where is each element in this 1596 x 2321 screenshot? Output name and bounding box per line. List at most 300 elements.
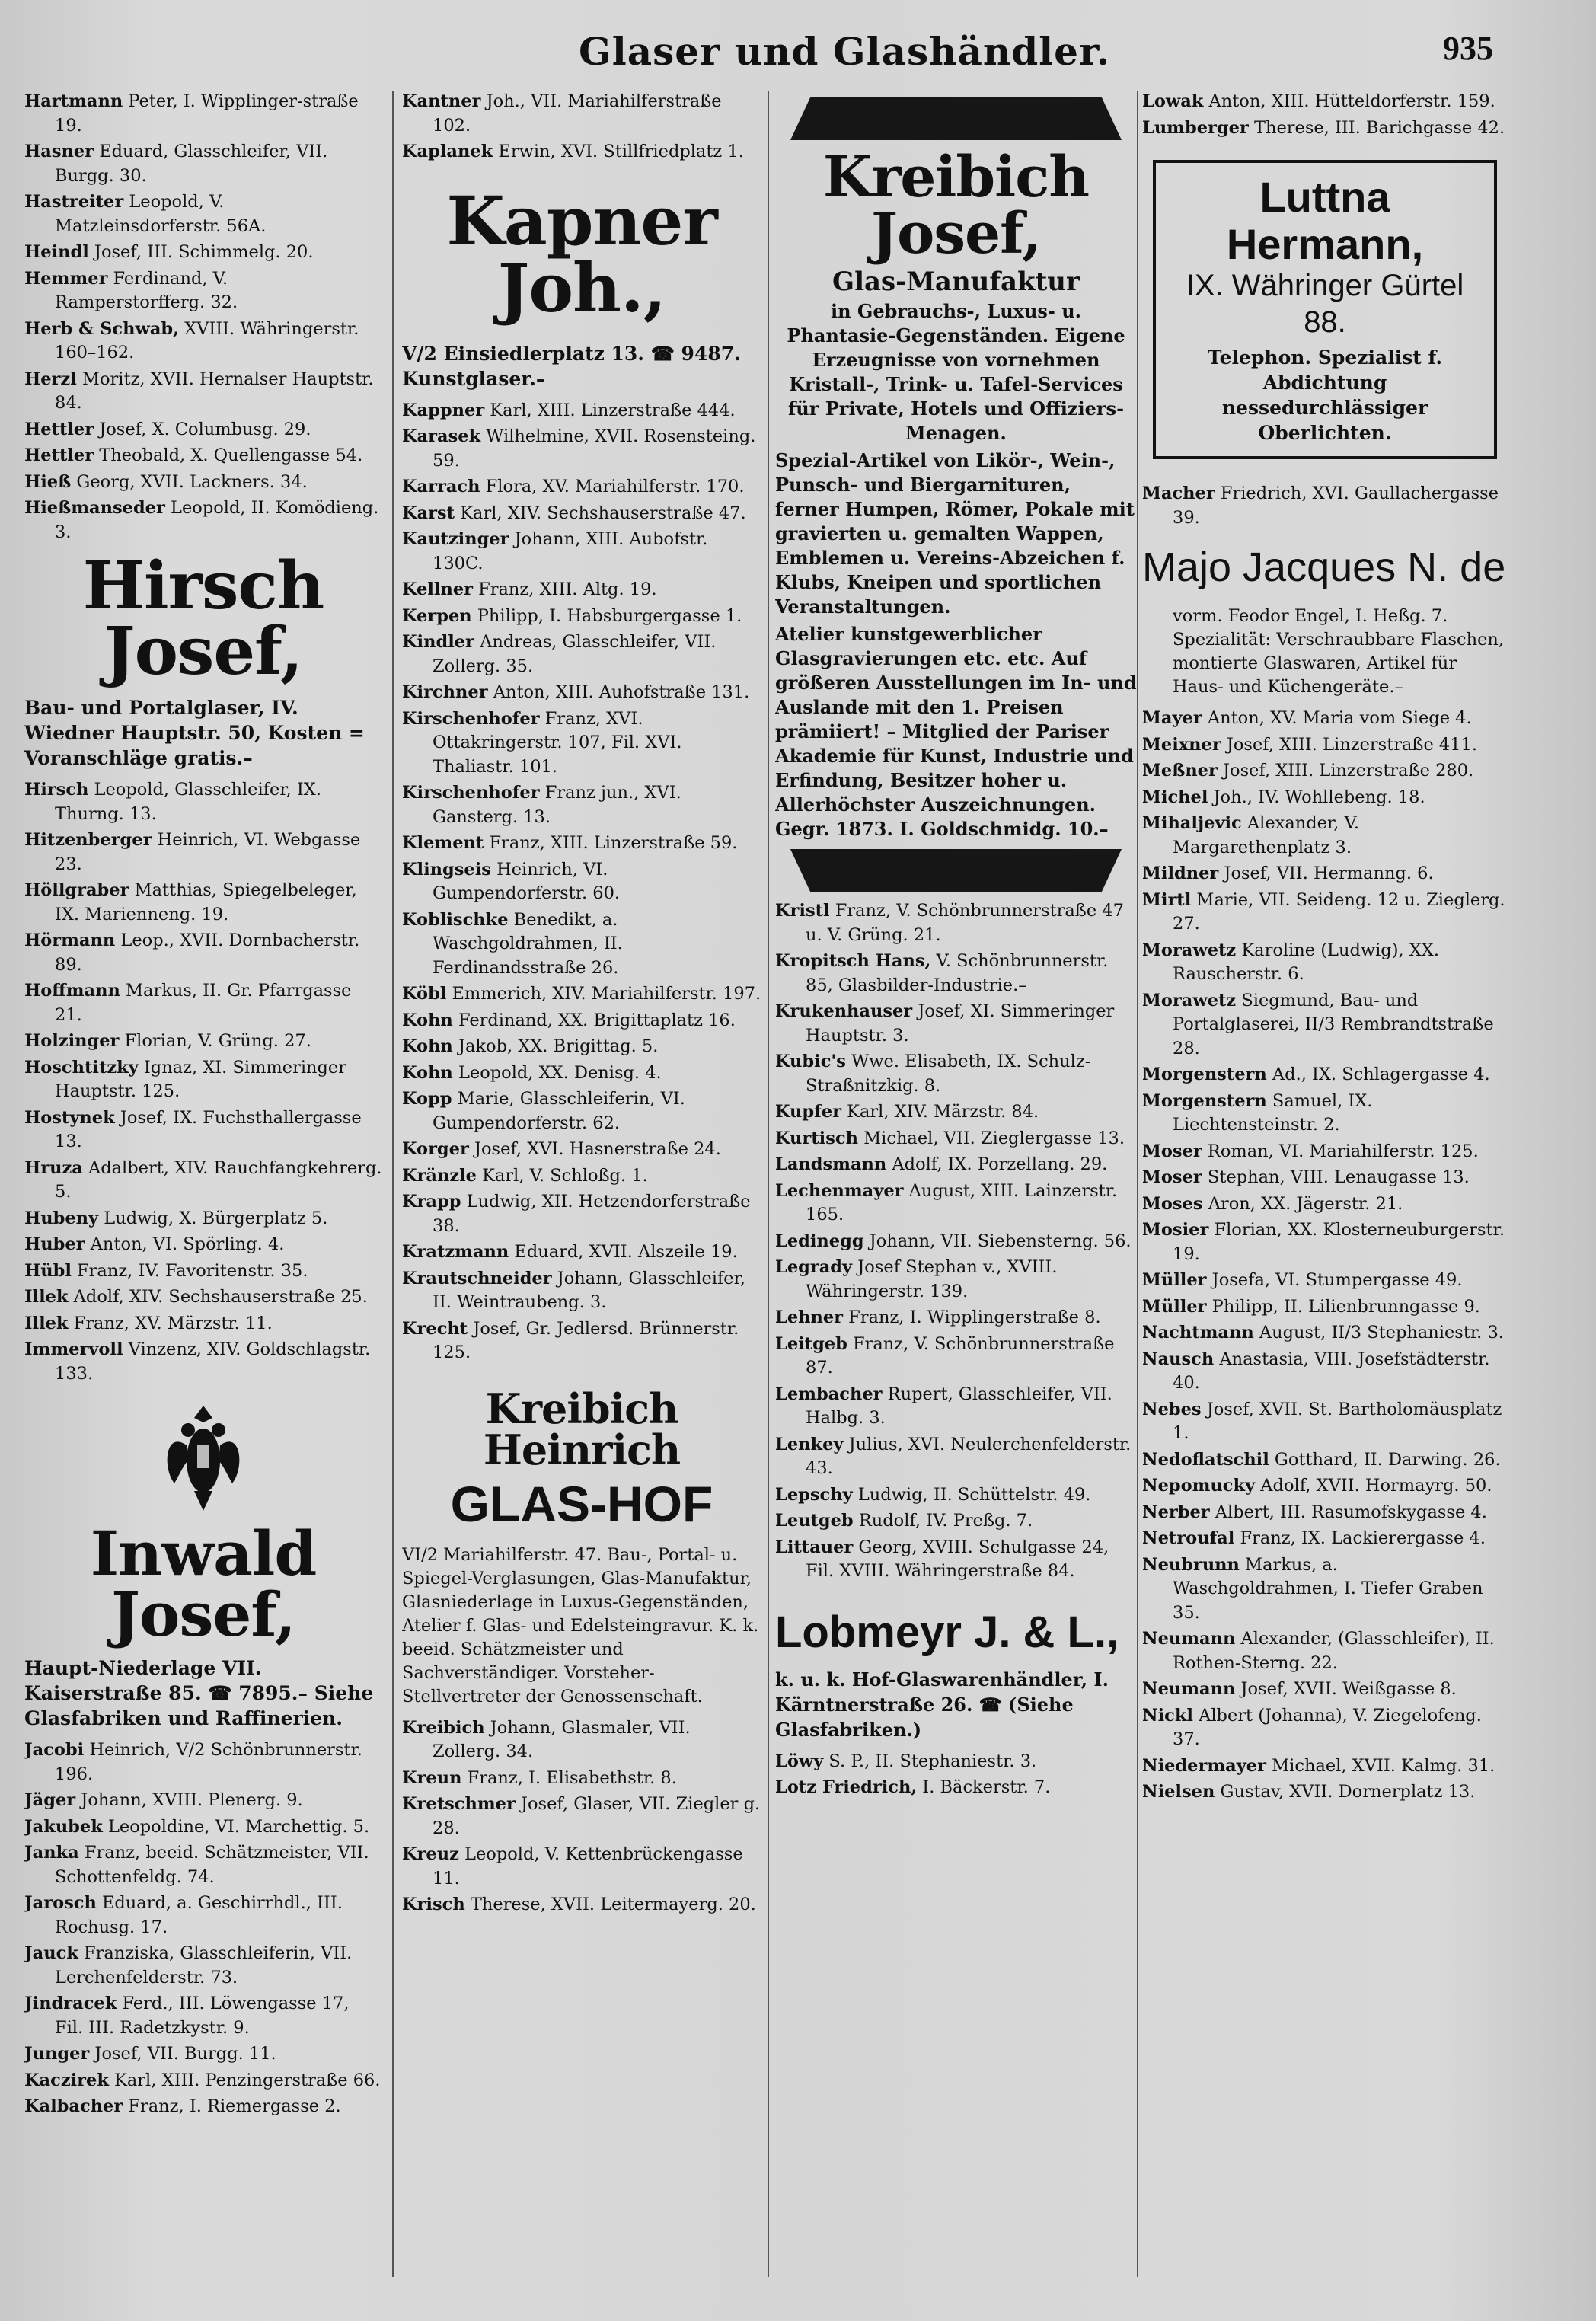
entry-details: Josef Stephan v., XVIII. Währingerstr. 139. bbox=[806, 1257, 1058, 1301]
entry-name: Illek bbox=[24, 1313, 69, 1333]
entry-details: Franz, IV. Favoritenstr. 35. bbox=[71, 1260, 308, 1281]
entry-details: Johann, Glasmaler, VII. Zollerg. 34. bbox=[433, 1717, 691, 1761]
entry-details: Josef, VII. Hermanng. 6. bbox=[1218, 864, 1434, 884]
entry-details: Karl, XIII. Penzingerstraße 66. bbox=[108, 2070, 381, 2090]
entry-details: Franz, V. Schönbrunnerstraße 87. bbox=[806, 1333, 1115, 1378]
entry-details: Franz jun., XVI. Gansterg. 13. bbox=[433, 783, 681, 827]
entry-details: Georg, XVII. Lackners. 34. bbox=[71, 471, 308, 492]
entry-details: Anton, XIII. Hütteldorferstr. 159. bbox=[1203, 91, 1495, 111]
entry-details: Vinzenz, XIV. Goldschlagstr. 133. bbox=[55, 1339, 371, 1384]
directory-entry bbox=[775, 1306, 1137, 1330]
entry-name: Landsmann bbox=[775, 1154, 887, 1174]
entry-details: I. Bäckerstr. 7. bbox=[917, 1777, 1051, 1797]
entry-details: Franz, I. Elisabethstr. 8. bbox=[461, 1767, 677, 1788]
entry-name: Legrady bbox=[775, 1257, 853, 1277]
entry-details: Joh., IV. Wohllebeng. 18. bbox=[1208, 787, 1425, 807]
entry-details: August, XIII. Lainzerstr. 165. bbox=[806, 1180, 1118, 1224]
entry-name: Mirtl bbox=[1142, 889, 1192, 910]
directory-entry bbox=[1142, 786, 1508, 810]
entry-name: Nedoflatschil bbox=[1142, 1449, 1269, 1470]
entry-name: Janka bbox=[24, 1843, 79, 1863]
entry-details: Gotthard, II. Darwing. 26. bbox=[1269, 1449, 1501, 1470]
entry-name: Jauck bbox=[24, 1943, 78, 1963]
directory-entry bbox=[24, 1892, 382, 1939]
entry-name: Kreuz bbox=[402, 1844, 459, 1864]
directory-entry bbox=[402, 578, 761, 602]
ad-name: Majo Jacques N. de bbox=[1142, 544, 1506, 591]
page-header bbox=[0, 29, 1596, 82]
directory-entry bbox=[402, 681, 761, 705]
entry-name: Löwy bbox=[775, 1751, 824, 1771]
entry-name: Lowak bbox=[1142, 91, 1204, 111]
entry-name: Nickl bbox=[1142, 1705, 1193, 1726]
entry-details: Markus, II. Gr. Pfarrgasse 21. bbox=[55, 981, 352, 1025]
entry-details: Karl, XIV. Märzstr. 84. bbox=[841, 1102, 1039, 1122]
directory-entry bbox=[1142, 482, 1508, 530]
entry-name: Hastreiter bbox=[24, 192, 124, 212]
entry-name: Jacobi bbox=[24, 1740, 85, 1760]
entry-name: Holzinger bbox=[24, 1031, 120, 1051]
directory-entry bbox=[24, 267, 382, 315]
entry-name: Nepomucky bbox=[1142, 1476, 1256, 1496]
ad-top-bar bbox=[790, 97, 1122, 140]
entry-details: Marie, Glasschleiferin, VI. Gumpendorferstr. 62. bbox=[433, 1089, 685, 1133]
entry-name: Lotz Friedrich, bbox=[775, 1777, 918, 1797]
directory-entry bbox=[1142, 1192, 1508, 1217]
entry-details: Adolf, XVII. Hormayrg. 50. bbox=[1255, 1476, 1492, 1496]
entry-details: Franz, XV. Märzstr. 11. bbox=[68, 1313, 273, 1333]
directory-entry bbox=[775, 1000, 1137, 1048]
directory-entry bbox=[24, 1285, 382, 1310]
entry-name: Herzl bbox=[24, 369, 77, 389]
directory-entry bbox=[402, 631, 761, 678]
entry-details: Marie, VII. Seideng. 12 u. Zieglerg. 27. bbox=[1173, 889, 1505, 934]
entry-name: Karrach bbox=[402, 477, 480, 496]
directory-entry bbox=[1142, 1348, 1508, 1396]
entry-name: Kantner bbox=[402, 91, 481, 111]
entry-details: Roman, VI. Mariahilferstr. 125. bbox=[1202, 1141, 1479, 1161]
directory-entry bbox=[775, 1180, 1137, 1228]
entry-name: Karasek bbox=[402, 426, 481, 446]
directory-entry bbox=[775, 1153, 1137, 1177]
directory-entry bbox=[1142, 989, 1508, 1062]
ad-subtitle: GLAS-HOF bbox=[450, 1475, 713, 1532]
entry-name: Mildner bbox=[1142, 864, 1219, 884]
entry-name: Kubic's bbox=[775, 1052, 846, 1071]
column-2 bbox=[402, 90, 761, 2283]
entry-name: Lumberger bbox=[1142, 117, 1249, 138]
entry-details: Siegmund, Bau- und Portalglaserei, II/3 Rembrandtstraße 28. bbox=[1173, 990, 1494, 1058]
entry-details: Therese, III. Barichgasse 42. bbox=[1248, 117, 1505, 138]
entry-details: Anton, VI. Spörling. 4. bbox=[85, 1234, 285, 1254]
entry-details: Eduard, XVII. Alszeile 19. bbox=[509, 1242, 738, 1262]
entry-details: Josef, IX. Fuchsthallergasse 13. bbox=[55, 1107, 362, 1151]
directory-entry bbox=[402, 908, 761, 981]
entry-name: Littauer bbox=[775, 1537, 854, 1557]
entry-details: Franz, V. Schönbrunnerstraße 47 u. V. Grüng. 21. bbox=[806, 901, 1124, 945]
directory-entry bbox=[402, 425, 761, 473]
directory-entry bbox=[1142, 1448, 1508, 1473]
entry-details: Leopold, XX. Denisg. 4. bbox=[452, 1062, 662, 1083]
directory-entry bbox=[1142, 1501, 1508, 1525]
directory-entry bbox=[24, 979, 382, 1027]
entry-details: Eduard, a. Geschirrhdl., III. Rochusg. 17. bbox=[55, 1893, 343, 1937]
ad-name: Kreibich Josef, bbox=[822, 145, 1090, 267]
entry-name: Huber bbox=[24, 1234, 85, 1254]
entry-details: Flora, XV. Mariahilferstr. 170. bbox=[480, 477, 745, 496]
directory-entry bbox=[402, 1035, 761, 1059]
entry-name: Hasner bbox=[24, 142, 94, 161]
entry-details: Florian, V. Grüng. 27. bbox=[119, 1031, 311, 1051]
entry-name: Höllgraber bbox=[24, 880, 129, 900]
directory-entry bbox=[24, 496, 382, 544]
ad-text: vorm. Feodor Engel, I. Heßg. 7. Spezialität: Verschraubbare Flaschen, montierte Glaswaren, Artikel für Haus- und Küchengeräte.– bbox=[1173, 606, 1505, 698]
entry-name: Moses bbox=[1142, 1193, 1203, 1214]
entry-details: Therese, XVII. Leitermayerg. 20. bbox=[464, 1895, 756, 1914]
entry-name: Leutgeb bbox=[775, 1511, 854, 1531]
entry-name: Mosier bbox=[1142, 1220, 1209, 1240]
ad-name: Luttna Hermann, bbox=[1226, 173, 1424, 268]
entry-details: Leopold, Glasschleifer, IX. Thurng. 13. bbox=[55, 780, 321, 824]
entry-details: Karl, XIV. Sechshauserstraße 47. bbox=[455, 503, 746, 523]
entry-name: Hießmanseder bbox=[24, 498, 165, 518]
entry-name: Niedermayer bbox=[1142, 1755, 1266, 1776]
entry-details: Josef, Glaser, VII. Ziegler g. 28. bbox=[433, 1794, 761, 1838]
entry-name: Hübl bbox=[24, 1260, 72, 1281]
entry-details: Leopold, II. Komödieng. 3. bbox=[55, 498, 379, 542]
entry-details: Samuel, IX. Liechtensteinstr. 2. bbox=[1173, 1090, 1373, 1135]
directory-entry bbox=[24, 2095, 382, 2119]
entry-details: Josef, XVI. Hasnerstraße 24. bbox=[468, 1139, 721, 1159]
entry-details: Leopold, V. Matzleinsdorferstr. 56A. bbox=[55, 192, 267, 236]
entry-details: Leopoldine, VI. Marchettig. 5. bbox=[102, 1816, 370, 1837]
directory-entry bbox=[1142, 1678, 1508, 1702]
entry-details: Anton, XIII. Auhofstraße 131. bbox=[487, 682, 750, 702]
directory-entry bbox=[402, 1793, 761, 1841]
entry-details: Joh., VII. Mariahilferstraße 102. bbox=[433, 91, 722, 136]
entry-name: Kappner bbox=[402, 400, 485, 420]
entry-name: Kopp bbox=[402, 1089, 452, 1109]
ad-text-2: Spezial-Artikel von Likör-, Wein-, Punsch- und Biergarnituren, ferner Humpen, Römer, Pokale mit gravierten u. gemalten Wappen, Emblemen u. Vereins-Abzeichen f. Klubs, Kneipen und sportlichen Veranstaltungen. bbox=[775, 449, 1135, 618]
entry-name: Hoffmann bbox=[24, 981, 120, 1001]
entry-details: Julius, XVI. Neulerchenfelderstr. 43. bbox=[806, 1434, 1132, 1478]
column-1 bbox=[24, 90, 382, 2283]
entry-name: Hettler bbox=[24, 445, 94, 465]
entry-details: Josef, XIII. Linzerstraße 411. bbox=[1221, 734, 1478, 755]
directory-entry bbox=[1142, 1269, 1508, 1293]
directory-entry bbox=[24, 368, 382, 416]
entry-name: Moser bbox=[1142, 1141, 1202, 1161]
directory-entry bbox=[24, 140, 382, 188]
entry-name: Krukenhauser bbox=[775, 1001, 913, 1021]
directory-entry bbox=[402, 528, 761, 576]
entry-details: Ludwig, XII. Hetzendorferstraße 38. bbox=[433, 1192, 751, 1236]
directory-entry bbox=[775, 1100, 1137, 1125]
entry-name: Kerpen bbox=[402, 605, 472, 626]
entry-details: Philipp, II. Lilienbrunngasse 9. bbox=[1206, 1296, 1480, 1317]
entry-details: Josef, XIII. Linzerstraße 280. bbox=[1217, 761, 1474, 781]
entry-name: Nausch bbox=[1142, 1349, 1215, 1369]
entry-name: Hoschtitzky bbox=[24, 1057, 139, 1077]
entry-name: Kupfer bbox=[775, 1102, 842, 1122]
entry-name: Morawetz bbox=[1142, 940, 1237, 960]
ad-kreibich-heinrich bbox=[402, 1384, 761, 1709]
entry-name: Kreun bbox=[402, 1767, 462, 1788]
ad-address: IX. Währinger Gürtel 88. bbox=[1186, 269, 1464, 340]
ad-majo-jacques bbox=[1142, 544, 1508, 699]
ad-kreibich-josef bbox=[775, 145, 1137, 841]
entry-name: Hubeny bbox=[24, 1208, 99, 1228]
entry-details: Georg, XVIII. Schulgasse 24, Fil. XVIII. Währingerstraße 84. bbox=[806, 1537, 1109, 1581]
entry-details: Franz, I. Wipplingerstraße 8. bbox=[843, 1307, 1101, 1327]
entry-details: Karoline (Ludwig), XX. Rauscherstr. 6. bbox=[1173, 940, 1439, 985]
directory-entry bbox=[402, 832, 761, 856]
directory-entry bbox=[24, 1157, 382, 1205]
entry-name: Netroufal bbox=[1142, 1528, 1235, 1549]
entry-name: Kurtisch bbox=[775, 1128, 858, 1148]
directory-entry bbox=[402, 605, 761, 629]
entry-details: Heinrich, V/2 Schönbrunnerstr. 196. bbox=[55, 1740, 362, 1784]
directory-entry bbox=[402, 1009, 761, 1033]
entry-details: Josefa, VI. Stumpergasse 49. bbox=[1206, 1270, 1463, 1291]
column-rule bbox=[768, 91, 769, 2277]
directory-entry bbox=[1142, 1321, 1508, 1346]
entry-name: Krecht bbox=[402, 1318, 468, 1339]
entry-name: Hemmer bbox=[24, 268, 108, 289]
entry-name: Michel bbox=[1142, 787, 1208, 807]
directory-entry bbox=[1142, 759, 1508, 784]
entry-name: Herb & Schwab, bbox=[24, 318, 179, 339]
entry-details: Franziska, Glasschleiferin, VII. Lerchenfelderstr. 73. bbox=[55, 1943, 353, 1987]
directory-entry bbox=[402, 1716, 761, 1764]
entry-details: Anastasia, VIII. Josefstädterstr. 40. bbox=[1173, 1349, 1490, 1394]
entry-name: Morawetz bbox=[1142, 990, 1237, 1010]
entry-name: Krapp bbox=[402, 1192, 461, 1212]
ad-text: k. u. k. Hof-Glaswarenhändler, I. Kärntnerstraße 26. ☎ (Siehe Glasfabriken.) bbox=[775, 1668, 1109, 1741]
entry-name: Hörmann bbox=[24, 931, 116, 950]
entry-details: Josef, Gr. Jedlersd. Brünnerstr. 125. bbox=[433, 1318, 739, 1362]
directory-entry bbox=[1142, 1474, 1508, 1499]
entry-details: Ludwig, II. Schüttelstr. 49. bbox=[852, 1484, 1091, 1505]
entry-details: Florian, XX. Klosterneuburgerstr. 19. bbox=[1173, 1220, 1505, 1264]
directory-entry bbox=[24, 1789, 382, 1813]
entry-name: Neubrunn bbox=[1142, 1554, 1240, 1575]
directory-entry bbox=[775, 1256, 1137, 1304]
entry-details: Adalbert, XIV. Rauchfangkehrerg. 5. bbox=[55, 1157, 382, 1202]
entry-name: Karst bbox=[402, 503, 455, 523]
directory-entry bbox=[775, 1433, 1137, 1481]
entry-details: Franz, beeid. Schätzmeister, VII. Schottenfeldg. 74. bbox=[55, 1843, 369, 1887]
entry-details: Leop., XVII. Dornbacherstr. 89. bbox=[55, 931, 360, 975]
ad-inwald-josef bbox=[24, 1518, 382, 1731]
entry-details: Johann, XVIII. Plenerg. 9. bbox=[75, 1790, 303, 1810]
directory-entry bbox=[775, 1483, 1137, 1508]
directory-entry bbox=[402, 1087, 761, 1135]
directory-entry bbox=[1142, 117, 1508, 141]
entry-name: Korger bbox=[402, 1139, 469, 1159]
entry-details: Heinrich, VI. Gumpendorferstr. 60. bbox=[433, 859, 621, 903]
entry-details: Matthias, Spiegelbeleger, IX. Marienneng. 19. bbox=[55, 880, 357, 924]
entry-details: Johann, VII. Siebensterng. 56. bbox=[863, 1231, 1132, 1251]
entry-name: Hieß bbox=[24, 471, 72, 492]
entry-details: Michael, XVII. Kalmg. 31. bbox=[1266, 1755, 1495, 1776]
entry-details: Karl, XIII. Linzerstraße 444. bbox=[484, 400, 736, 420]
entry-name: Kränzle bbox=[402, 1165, 477, 1186]
entry-name: Klingseis bbox=[402, 859, 491, 880]
entry-name: Lenkey bbox=[775, 1434, 844, 1454]
entry-name: Nachtmann bbox=[1142, 1323, 1254, 1343]
entry-name: Junger bbox=[24, 2044, 90, 2064]
directory-entry bbox=[402, 1893, 761, 1917]
entry-name: Moser bbox=[1142, 1167, 1202, 1188]
directory-entry bbox=[402, 1062, 761, 1086]
entry-name: Hirsch bbox=[24, 780, 89, 800]
entry-details: Josef, XVII. St. Bartholomäusplatz 1. bbox=[1173, 1399, 1502, 1444]
entry-details: Albert, III. Rasumofskygasse 4. bbox=[1209, 1502, 1487, 1522]
directory-entry bbox=[1142, 1527, 1508, 1551]
entry-details: Josef, VII. Burgg. 11. bbox=[89, 2044, 276, 2064]
entry-name: Kretschmer bbox=[402, 1794, 516, 1814]
directory-entry bbox=[402, 1190, 761, 1238]
directory-entry bbox=[1142, 1218, 1508, 1266]
directory-entry bbox=[775, 1750, 1137, 1774]
entry-name: Hartmann bbox=[24, 91, 123, 111]
directory-entry bbox=[24, 929, 382, 977]
ad-kapner-joh bbox=[402, 180, 761, 391]
directory-entry bbox=[1142, 862, 1508, 886]
entry-name: Leitgeb bbox=[775, 1333, 847, 1354]
entry-details: Rudolf, IV. Preßg. 7. bbox=[853, 1511, 1033, 1531]
directory-entry bbox=[24, 1992, 382, 2040]
directory-entry bbox=[775, 1776, 1137, 1800]
entry-details: Rupert, Glasschleifer, VII. Halbg. 3. bbox=[806, 1384, 1112, 1428]
entry-name: Kratzmann bbox=[402, 1242, 509, 1262]
ad-text: Telephon. Spezialist f. Abdichtung nessedurchlässiger Oberlichten. bbox=[1207, 346, 1443, 445]
entry-details: August, II/3 Stephaniestr. 3. bbox=[1253, 1323, 1504, 1343]
directory-entry bbox=[24, 318, 382, 366]
directory-entry bbox=[1142, 1704, 1508, 1752]
directory-entry bbox=[24, 1207, 382, 1231]
directory-entry bbox=[1142, 1627, 1508, 1675]
entry-name: Kaczirek bbox=[24, 2070, 109, 2090]
directory-entry bbox=[24, 1942, 382, 1990]
directory-entry bbox=[402, 140, 761, 164]
directory-entry bbox=[24, 2069, 382, 2093]
entry-name: Kirchner bbox=[402, 682, 488, 702]
entry-name: Jindracek bbox=[24, 1994, 117, 2013]
entry-details: Emmerich, XIV. Mariahilferstr. 197. bbox=[446, 984, 761, 1004]
entry-name: Immervoll bbox=[24, 1339, 123, 1359]
directory-entry bbox=[402, 399, 761, 423]
entry-name: Krisch bbox=[402, 1895, 465, 1914]
entry-name: Lehner bbox=[775, 1307, 844, 1327]
entry-details: Adolf, IX. Porzellang. 29. bbox=[886, 1154, 1108, 1174]
page-number: 935 bbox=[1443, 30, 1493, 67]
directory-entry bbox=[402, 1843, 761, 1891]
entry-name: Nebes bbox=[1142, 1399, 1202, 1419]
entry-name: Kohn bbox=[402, 1036, 453, 1056]
entry-name: Kirschenhofer bbox=[402, 708, 540, 729]
directory-entry bbox=[1142, 939, 1508, 987]
directory-entry bbox=[402, 1138, 761, 1162]
directory-entry bbox=[775, 1050, 1137, 1098]
entry-name: Lembacher bbox=[775, 1384, 883, 1404]
entry-details: Erwin, XVI. Stillfriedplatz 1. bbox=[493, 142, 744, 161]
entry-name: Ledinegg bbox=[775, 1231, 864, 1251]
directory-entry bbox=[24, 418, 382, 442]
entry-details: Ad., IX. Schlagergasse 4. bbox=[1266, 1065, 1490, 1085]
entry-details: Johann, XIII. Aubofstr. 130C. bbox=[433, 529, 708, 573]
ad-name: Kreibich Heinrich bbox=[483, 1384, 681, 1474]
entry-details: Wwe. Elisabeth, IX. Schulz-Straßnitzkig. 8. bbox=[806, 1052, 1091, 1096]
column-4 bbox=[1142, 90, 1508, 2283]
directory-entry bbox=[24, 1106, 382, 1154]
directory-entry bbox=[775, 1333, 1137, 1381]
entry-details: Josef, X. Columbusg. 29. bbox=[94, 419, 311, 439]
ad-bottom-bar bbox=[790, 849, 1122, 892]
entry-name: Kohn bbox=[402, 1010, 453, 1030]
directory-entry bbox=[775, 1536, 1137, 1584]
directory-entry bbox=[24, 1338, 382, 1386]
ad-hirsch-josef bbox=[24, 548, 382, 771]
entry-name: Nerber bbox=[1142, 1502, 1210, 1522]
ad-text-3: Atelier kunstgewerblicher Glasgravierungen etc. etc. Auf größeren Ausstellungen im In- und Auslande mit den 1. Preisen prämiiert! – Mitglied der Pariser Akademie für Kunst, Industrie und Erfindung, Besitzer hoher u. Allerhöchster Auszeichnungen. Gegr. 1873. I. Goldschmidg. 10.– bbox=[775, 623, 1137, 840]
entry-details: Theobald, X. Quellengasse 54. bbox=[94, 445, 363, 465]
directory-entry bbox=[402, 858, 761, 906]
entry-details: Heinrich, VI. Webgasse 23. bbox=[55, 830, 361, 874]
directory-entry bbox=[775, 899, 1137, 947]
directory-entry bbox=[24, 190, 382, 238]
entry-name: Meixner bbox=[1142, 734, 1221, 755]
entry-details: Josef, III. Schimmelg. 20. bbox=[88, 242, 314, 262]
directory-entry bbox=[1142, 1553, 1508, 1626]
entry-details: S. P., II. Stephaniestr. 3. bbox=[823, 1751, 1037, 1771]
directory-entry bbox=[24, 241, 382, 265]
entry-name: Hostynek bbox=[24, 1107, 115, 1128]
entry-details: Franz, XVI. Ottakringerstr. 107, Fil. XVI. Thaliastr. 101. bbox=[433, 708, 682, 777]
directory-entry bbox=[402, 707, 761, 780]
directory-entry bbox=[1142, 1780, 1508, 1805]
double-eagle-emblem-icon bbox=[158, 1400, 249, 1514]
entry-details: Ferd., III. Löwengasse 17, Fil. III. Radetzkystr. 9. bbox=[55, 1994, 350, 2038]
entry-details: Ferdinand, XX. Brigittaplatz 16. bbox=[452, 1010, 736, 1030]
directory-entry bbox=[24, 778, 382, 826]
entry-name: Klement bbox=[402, 833, 484, 853]
directory-entry bbox=[775, 950, 1137, 998]
ad-text: VI/2 Mariahilferstr. 47. Bau-, Portal- u. Spiegel-Verglasungen, Glas-Manufaktur, Glasniederlage in Luxus-Gegenständen, Atelier f. Glas- und Edelsteingravur. K. k. beeid. Schätzmeister und Sachverständiger. Vorsteher-Stellvertreter der Genossenschaft. bbox=[402, 1544, 759, 1706]
entry-details: Anton, XV. Maria vom Siege 4. bbox=[1202, 708, 1472, 729]
entry-details: Aron, XX. Jägerstr. 21. bbox=[1202, 1193, 1403, 1214]
directory-entry bbox=[24, 1312, 382, 1336]
entry-details: Franz, I. Riemergasse 2. bbox=[123, 2096, 341, 2116]
entry-details: Markus, a. Waschgoldrahmen, I. Tiefer Graben 35. bbox=[1173, 1554, 1483, 1623]
entry-name: Kristl bbox=[775, 901, 830, 921]
entry-details: Johann, Glasschleifer, II. Weintraubeng. 3. bbox=[433, 1268, 746, 1312]
directory-entry bbox=[24, 879, 382, 927]
directory-entry bbox=[1142, 1295, 1508, 1320]
entry-name: Krautschneider bbox=[402, 1268, 552, 1288]
ad-text: Bau- und Portalglaser, IV. Wiedner Hauptstr. 50, Kosten = Voranschläge gratis.– bbox=[24, 697, 365, 769]
directory-entry bbox=[1142, 1140, 1508, 1164]
directory-entry bbox=[402, 781, 761, 829]
directory-entry bbox=[24, 1259, 382, 1284]
ad-name: Lobmeyr J. & L., bbox=[775, 1607, 1119, 1657]
entry-details: Benedikt, a. Waschgoldrahmen, II. Ferdinandsstraße 26. bbox=[433, 909, 623, 978]
entry-name: Müller bbox=[1142, 1296, 1207, 1317]
entry-name: Kohn bbox=[402, 1062, 453, 1083]
entry-details: Ferdinand, V. Ramperstorfferg. 32. bbox=[55, 268, 238, 312]
directory-entry bbox=[1142, 889, 1508, 937]
